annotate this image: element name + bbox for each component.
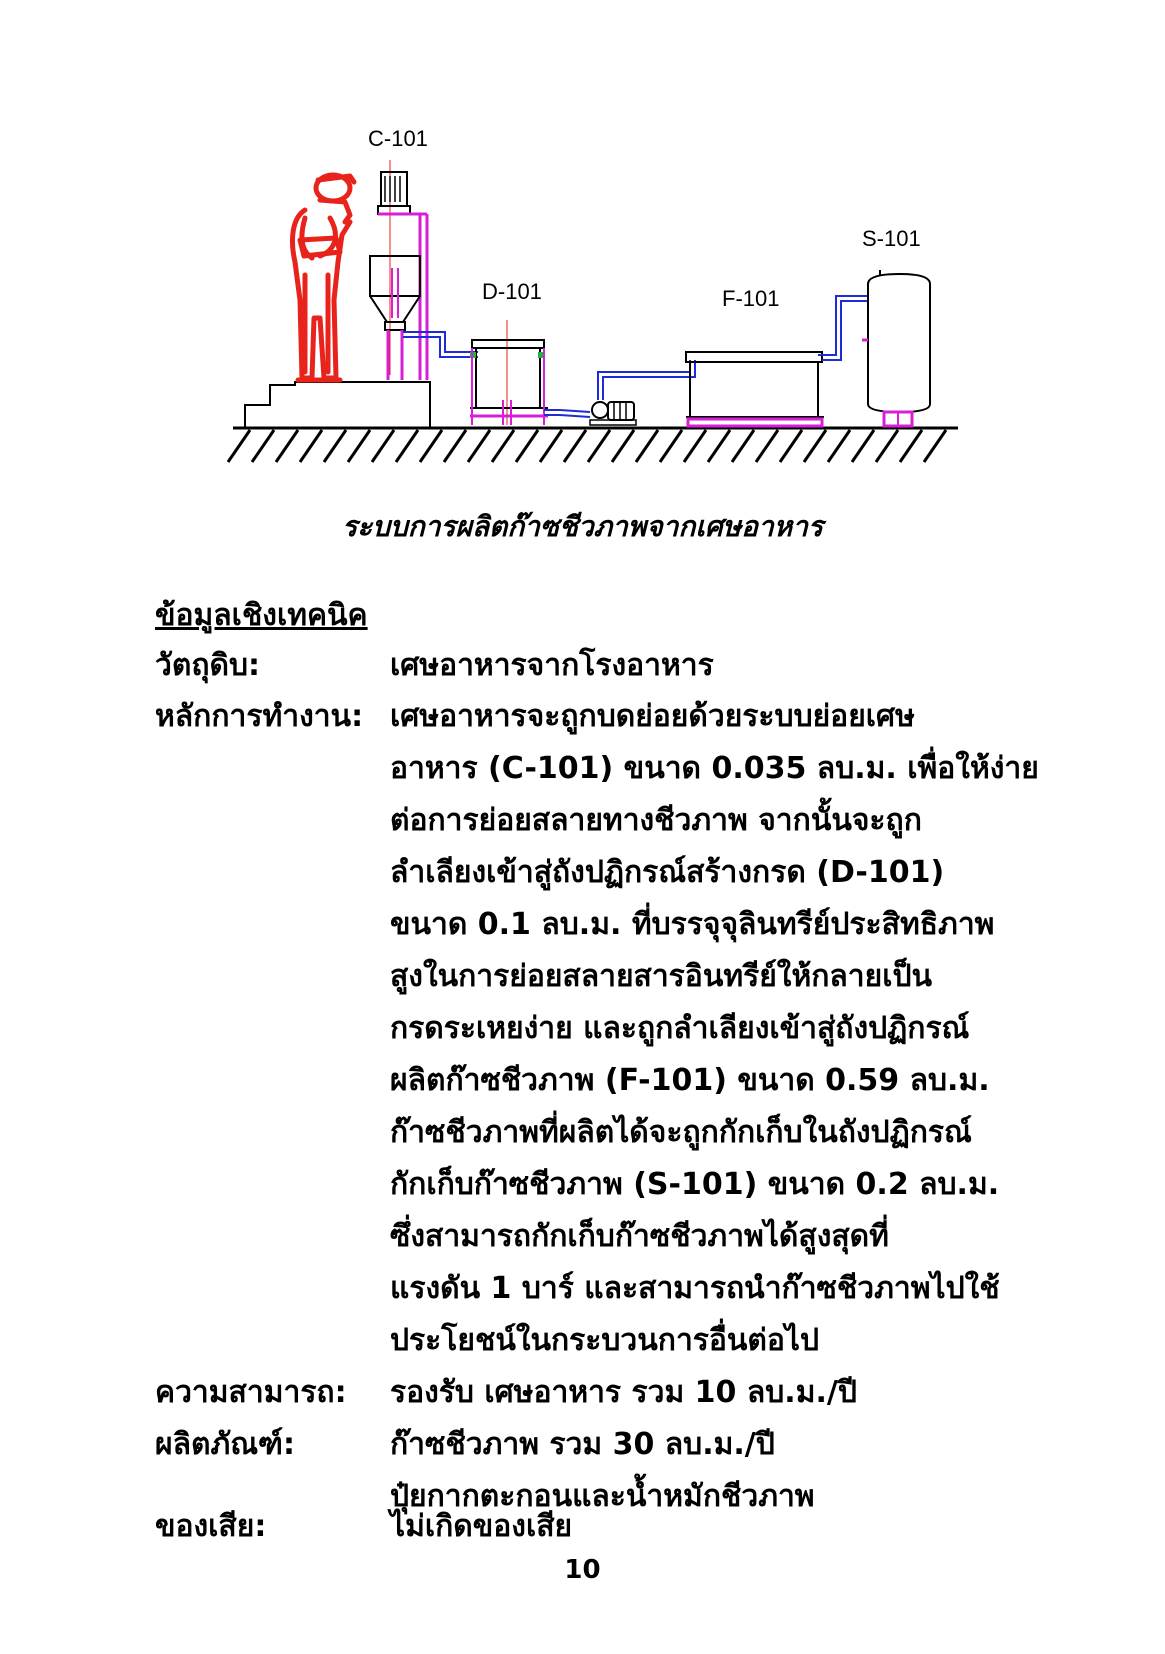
label-c101: C-101 (368, 126, 428, 151)
principle-line: กักเก็บก๊าซชีวภาพ (S-101) ขนาด 0.2 ลบ.ม. (390, 1167, 1000, 1202)
raw-material-value: เศษอาหารจากโรงอาหาร (390, 648, 714, 683)
page-number: 10 (564, 1555, 601, 1585)
principle-line: ขนาด 0.1 ลบ.ม. ที่บรรจุจุลินทรีย์ประสิทธิภาพ (390, 907, 995, 942)
biogas-reactor-f101 (686, 286, 824, 426)
label-f101: F-101 (722, 286, 780, 311)
principle-line: ต่อการย่อยสลายทางชีวภาพ จากนั้นจะถูก (390, 803, 922, 838)
waste-value: ไม่เกิดของเสีย (390, 1509, 573, 1544)
figure-caption: ระบบการผลิตก๊าซชีวภาพจากเศษอาหาร (342, 510, 823, 543)
storage-tank-s101 (862, 226, 930, 426)
acid-reactor-d101 (470, 279, 548, 425)
principle-line: อาหาร (C-101) ขนาด 0.035 ลบ.ม. เพื่อให้ง่าย (390, 751, 1039, 786)
section-title: ข้อมูลเชิงเทคนิค (155, 598, 368, 633)
principle-line: กรดระเหยง่าย และถูกลำเลียงเข้าสู่ถังปฏิกรณ์ (390, 1011, 970, 1046)
principle-line: ซึ่งสามารถกักเก็บก๊าซชีวภาพได้สูงสุดที่ (390, 1219, 889, 1254)
product-value-line: ปุ๋ยกากตะกอนและน้ำหมักชีวภาพ (390, 1479, 815, 1514)
ground (228, 428, 958, 462)
capacity-label: ความสามารถ: (155, 1375, 347, 1410)
product-value: ก๊าซชีวภาพ รวม 30 ลบ.ม./ปี (390, 1427, 775, 1462)
principle-line: เศษอาหารจะถูกบดย่อยด้วยระบบย่อยเศษ (390, 699, 915, 734)
waste-label: ของเสีย: (155, 1509, 267, 1544)
platform-stairs (245, 382, 430, 428)
worker-figure (292, 175, 354, 380)
principle-line: แรงดัน 1 บาร์ และสามารถนำก๊าซชีวภาพไปใช้ (390, 1271, 1000, 1306)
principle-line: ก๊าซชีวภาพที่ผลิตได้จะถูกกักเก็บในถังปฏิกรณ์ (390, 1115, 972, 1150)
principle-line: ลำเลียงเข้าสู่ถังปฏิกรณ์สร้างกรด (D-101) (390, 855, 945, 890)
principle-line: ผลิตก๊าซชีวภาพ (F-101) ขนาด 0.59 ลบ.ม. (390, 1063, 990, 1098)
capacity-value: รองรับ เศษอาหาร รวม 10 ลบ.ม./ปี (390, 1375, 857, 1410)
principle-line: สูงในการย่อยสลายสารอินทรีย์ให้กลายเป็น (390, 959, 932, 994)
grinder-c101 (368, 126, 428, 380)
label-s101: S-101 (862, 226, 921, 251)
pipe-f101-to-s101 (818, 296, 868, 360)
raw-material-label: วัตถุดิบ: (155, 648, 261, 683)
principle-label: หลักการทำงาน: (155, 699, 364, 734)
principle-line: ประโยชน์ในกระบวนการอื่นต่อไป (390, 1323, 820, 1358)
label-d101: D-101 (482, 279, 542, 304)
pump (590, 402, 636, 425)
process-diagram (0, 0, 1165, 500)
product-label: ผลิตภัณฑ์: (155, 1427, 295, 1462)
